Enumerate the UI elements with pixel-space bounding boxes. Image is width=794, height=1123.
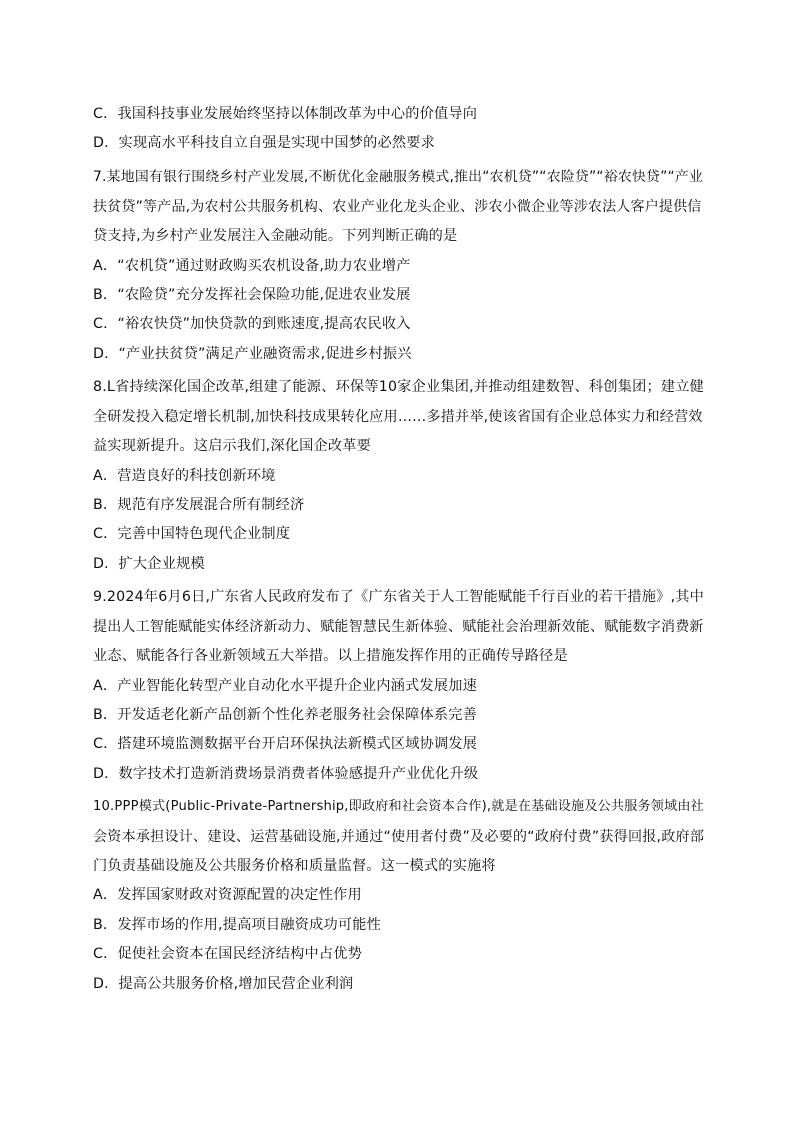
- q8-option-a: A．营造良好的科技创新环境: [93, 468, 276, 484]
- q9-stem-line-3: 业态、赋能各行各业新领域五大举措。以上措施发挥作用的正确传导路径是: [93, 648, 568, 664]
- option-d-prev: D．实现高水平科技自立自强是实现中国梦的必然要求: [93, 135, 436, 151]
- q10-stem-line-1: 10.PPP模式(Public-Private-Partnership,即政府和社会资本合作),就是在基础设施及公共服务领域由社: [93, 799, 704, 814]
- q7-stem-line-3: 贷支持,为乡村产业发展注入金融动能。下列判断正确的是: [93, 228, 458, 244]
- q8-option-b: B．规范有序发展混合所有制经济: [93, 497, 305, 513]
- q9-option-c: C．搭建环境监测数据平台开启环保执法新模式区域协调发展: [93, 736, 478, 752]
- q10-stem-line-3: 门负责基础设施及公共服务价格和质量监督。这一模式的实施将: [93, 858, 496, 874]
- q7-stem-line-1: 7.某地国有银行围绕乡村产业发展,不断优化金融服务模式,推出“农机贷”“农险贷”“裕农快贷”“产业: [93, 169, 704, 185]
- option-c-prev: C．我国科技事业发展始终坚持以体制改革为中心的价值导向: [93, 106, 478, 122]
- q10-option-c: C．促使社会资本在国民经济结构中占优势: [93, 946, 363, 962]
- q10-option-d: D．提高公共服务价格,增加民营企业利润: [93, 976, 354, 992]
- q9-option-b: B．开发适老化新产品创新个性化养老服务社会保障体系完善: [93, 707, 478, 723]
- q9-option-a: A．产业智能化转型产业自动化水平提升企业内涵式发展加速: [93, 678, 477, 694]
- q8-stem-line-1: 8.L省持续深化国企改革,组建了能源、环保等10家企业集团,并推动组建数智、科创集团；建立健: [93, 379, 705, 395]
- q8-option-d: D．扩大企业规模: [93, 556, 205, 572]
- q8-stem-line-3: 益实现新提升。这启示我们,深化国企改革要: [93, 438, 372, 454]
- q7-option-b: B．“农险贷”充分发挥社会保险功能,促进农业发展: [93, 287, 411, 303]
- q8-option-c: C．完善中国特色现代企业制度: [93, 526, 291, 542]
- q9-stem-line-1: 9.2024年6月6日,广东省人民政府发布了《广东省关于人工智能赋能千行百业的若干措施》,其中: [93, 589, 705, 605]
- q7-option-c: C．“裕农快贷”加快贷款的到账速度,提高农民收入: [93, 316, 411, 332]
- q8-stem-line-2: 全研发投入稳定增长机制,加快科技成果转化应用……多措并举,使该省国有企业总体实力和经营效: [93, 409, 703, 425]
- q9-stem-line-2: 提出人工智能赋能实体经济新动力、赋能智慧民生新体验、赋能社会治理新效能、赋能数字消费新: [93, 619, 704, 635]
- q7-option-d: D．“产业扶贫贷”满足产业融资需求,促进乡村振兴: [93, 346, 412, 362]
- q10-stem-line-2: 会资本承担设计、建设、运营基础设施,并通过“使用者付费”及必要的“政府付费”获得回报,政府部: [93, 829, 705, 845]
- q7-stem-line-2: 扶贫贷”等产品,为农村公共服务机构、农业产业化龙头企业、涉农小微企业等涉农法人客户提供信: [93, 199, 702, 215]
- q7-option-a: A．“农机贷”通过财政购买农机设备,助力农业增产: [93, 258, 411, 274]
- q9-option-d: D．数字技术打造新消费场景消费者体验感提升产业优化升级: [93, 766, 479, 782]
- q10-option-b: B．发挥市场的作用,提高项目融资成功可能性: [93, 917, 382, 933]
- q10-option-a: A．发挥国家财政对资源配置的决定性作用: [93, 887, 362, 903]
